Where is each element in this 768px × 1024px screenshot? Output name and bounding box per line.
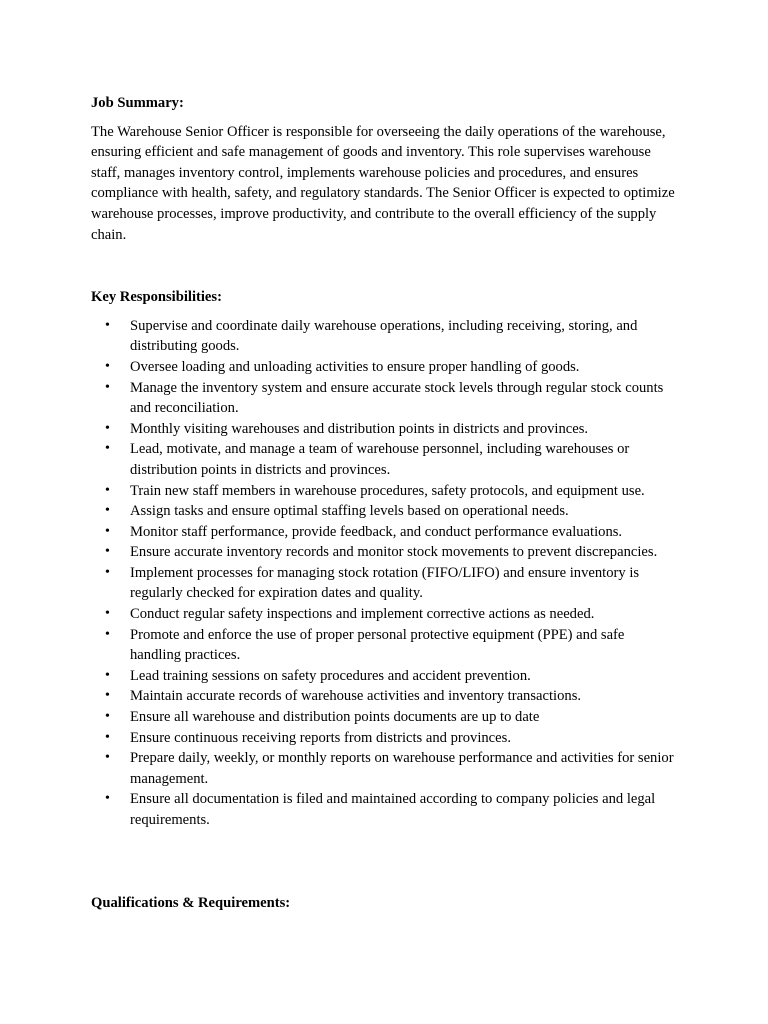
list-item-text: Ensure all warehouse and distribution points documents are up to date bbox=[130, 709, 540, 726]
bullet-icon: • bbox=[105, 606, 110, 622]
list-item bbox=[91, 625, 679, 666]
key-responsibilities-heading: Key Responsibilities: bbox=[91, 289, 222, 306]
list-item bbox=[91, 419, 679, 440]
bullet-icon: • bbox=[105, 729, 110, 745]
list-item-text: Train new staff members in warehouse procedures, safety protocols, and equipment use. bbox=[130, 482, 645, 499]
bullet-icon: • bbox=[105, 667, 110, 683]
list-item bbox=[91, 522, 679, 543]
list-item bbox=[91, 501, 679, 522]
list-item bbox=[91, 439, 679, 480]
bullet-icon: • bbox=[105, 379, 110, 395]
list-item bbox=[91, 378, 679, 419]
list-item-text: Prepare daily, weekly, or monthly reports on warehouse performance and activities for senior management. bbox=[130, 750, 674, 787]
document-page bbox=[91, 93, 679, 913]
list-item-text: Ensure accurate inventory records and monitor stock movements to prevent discrepancies. bbox=[130, 544, 658, 561]
bullet-icon: • bbox=[105, 544, 110, 560]
list-item bbox=[91, 728, 679, 749]
list-item-text: Ensure all documentation is filed and maintained according to company policies and legal requirements. bbox=[130, 791, 656, 828]
section-spacer bbox=[91, 245, 679, 287]
list-item-text: Promote and enforce the use of proper personal protective equipment (PPE) and safe handling practices. bbox=[130, 626, 625, 664]
bullet-icon: • bbox=[105, 482, 110, 498]
list-item bbox=[91, 563, 679, 604]
list-item bbox=[91, 316, 679, 357]
list-item-text: Assign tasks and ensure optimal staffing levels based on operational needs. bbox=[130, 503, 569, 520]
bullet-icon: • bbox=[105, 626, 110, 642]
list-item bbox=[91, 789, 679, 830]
list-item bbox=[91, 748, 679, 789]
bullet-icon: • bbox=[105, 358, 110, 374]
bullet-icon: • bbox=[105, 503, 110, 519]
job-summary-heading: Job Summary: bbox=[91, 95, 184, 111]
bullet-icon: • bbox=[105, 564, 110, 580]
responsibilities-list bbox=[91, 316, 679, 831]
list-item-text: Lead training sessions on safety procedures and accident prevention. bbox=[130, 667, 531, 684]
list-item bbox=[91, 604, 679, 625]
list-item-text: Maintain accurate records of warehouse activities and inventory transactions. bbox=[130, 688, 582, 705]
bullet-icon: • bbox=[105, 317, 110, 333]
job-summary-text: The Warehouse Senior Officer is responsible for overseeing the daily operations of the warehouse, ensuring efficient and safe management of goods and inventory. This role supervises warehouse staff, manages inventory control, implements warehouse policies and procedures, and ensures compliance with health, safety, and regulatory standards. The Senior Officer is expected to optimize warehouse processes, improve productivity, and contribute to the overall efficiency of the supply chain. bbox=[91, 123, 675, 243]
bullet-icon: • bbox=[105, 750, 110, 766]
list-item bbox=[91, 666, 679, 687]
list-item-text: Ensure continuous receiving reports from districts and provinces. bbox=[130, 729, 511, 746]
list-item bbox=[91, 357, 679, 378]
list-item-text: Lead, motivate, and manage a team of warehouse personnel, including warehouses or distribution points in districts and provinces. bbox=[130, 441, 630, 478]
bullet-icon: • bbox=[105, 688, 110, 704]
list-item bbox=[91, 686, 679, 707]
list-item-text: Implement processes for managing stock rotation (FIFO/LIFO) and ensure inventory is regularly checked for expiration dates and quality. bbox=[130, 564, 640, 602]
list-item bbox=[91, 481, 679, 502]
bullet-icon: • bbox=[105, 441, 110, 457]
list-item bbox=[91, 707, 679, 728]
list-item-text: Monthly visiting warehouses and distribution points in districts and provinces. bbox=[130, 420, 589, 437]
list-item bbox=[91, 542, 679, 563]
bullet-icon: • bbox=[105, 791, 110, 807]
list-item-text: Conduct regular safety inspections and implement corrective actions as needed. bbox=[130, 606, 595, 623]
list-item-text: Oversee loading and unloading activities to ensure proper handling of goods. bbox=[130, 358, 580, 375]
qualifications-heading: Qualifications & Requirements: bbox=[91, 894, 291, 911]
section-spacer bbox=[91, 831, 679, 893]
bullet-icon: • bbox=[105, 523, 110, 539]
bullet-icon: • bbox=[105, 709, 110, 725]
bullet-icon: • bbox=[105, 420, 110, 436]
list-item-text: Monitor staff performance, provide feedback, and conduct performance evaluations. bbox=[130, 523, 623, 540]
list-item-text: Manage the inventory system and ensure accurate stock levels through regular stock counts and reconciliation. bbox=[130, 379, 664, 417]
list-item-text: Supervise and coordinate daily warehouse operations, including receiving, storing, and distributing goods. bbox=[130, 317, 638, 355]
